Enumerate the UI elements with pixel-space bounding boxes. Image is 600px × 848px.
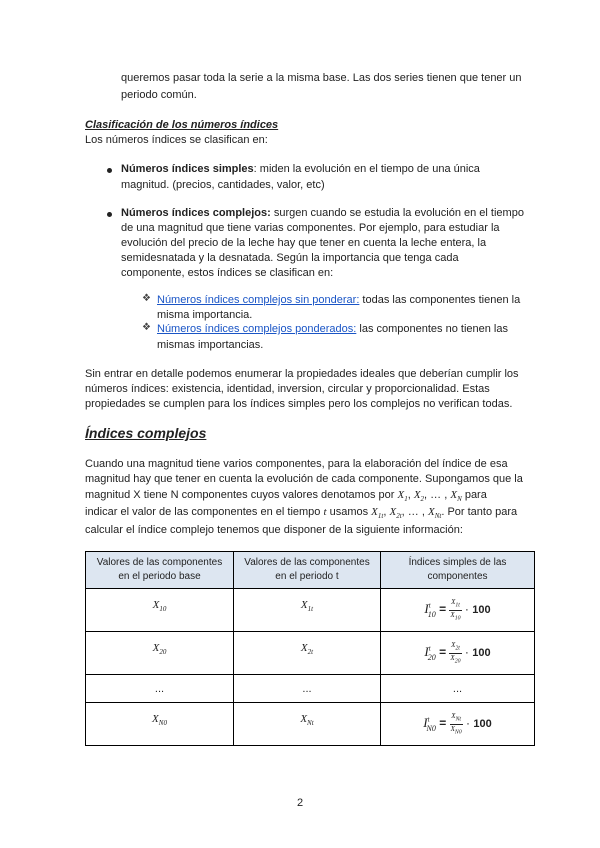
sub-bullet-2-line-1 xyxy=(157,321,508,337)
bullet-complejos-line-3: evolución del precio de la leche hay que tener en cuenta la leche entera, la xyxy=(121,237,487,249)
bullet-complejos-line-2: de una magnitud que tiene varias componentes. Por ejemplo, para estudiar la xyxy=(121,222,500,234)
complejos-para-line-2: magnitud hay que tener en cuenta la evolución de cada componente. Supongamos que la xyxy=(85,473,523,485)
bullet-simples-line-2: magnitud. (precios, cantidades, valor, etc) xyxy=(121,179,325,191)
table-cell: $X_{Nt}$ xyxy=(234,703,381,746)
complejos-rest: surgen cuando se estudia la evolución en el tiempo xyxy=(270,207,524,219)
complejos-para-line-5: calcular el índice complejo tenemos que disponer de la siguiente información: xyxy=(85,524,463,536)
link-ponderados[interactable]: Números índices complejos ponderados: xyxy=(157,323,357,335)
table-cell: ... xyxy=(234,675,381,703)
complejos-para-line-3: magnitud X tiene N componentes cuyos valores denotamos por $X_1$, $X_2$, … , $X_N$ para xyxy=(85,489,487,504)
text-segment: usamos xyxy=(326,506,372,518)
math-x2: $X_2$ xyxy=(413,489,425,504)
table-cell: $I^t_{10}$ = $\frac{X_{1t}}{X_{10}}$ · 100 xyxy=(381,589,535,632)
link-sin-ponderar[interactable]: Números índices complejos sin ponderar: xyxy=(157,294,360,306)
table-cell: ... xyxy=(86,675,234,703)
table-row xyxy=(86,675,535,703)
text-segment: indicar el valor de las componentes en el tiempo xyxy=(85,506,324,518)
complejos-para-line-1: Cuando una magnitud tiene varios componentes, para la elaboración del índice de esa xyxy=(85,458,508,470)
sub2-rest: las componentes no tienen las xyxy=(356,323,508,335)
sub-bullet-1-line-1 xyxy=(157,292,520,308)
propiedades-line-1: Sin entrar en detalle podemos enumerar la propiedades ideales que deberían cumplir los xyxy=(85,368,519,380)
table-cell: $X_{2t}$ xyxy=(234,632,381,675)
table-cell: $I^t_{N0}$ = $\frac{X_{Nt}}{X_{N0}}$ · 100 xyxy=(381,703,535,746)
bullet-complejos-line-4: semidesnatada y la desnatada. Según la importancia que tenga cada xyxy=(121,252,459,264)
table-cell: $I^t_{20}$ = $\frac{X_{2t}}{X_{20}}$ · 100 xyxy=(381,632,535,675)
section-heading-indices-complejos: Índices complejos xyxy=(85,425,207,441)
math-xn: $X_N$ xyxy=(450,489,462,504)
complejos-title: Números índices complejos: xyxy=(121,207,271,219)
bullet-icon xyxy=(107,168,112,173)
table-header-cell: Índices simples de las componentes xyxy=(381,552,535,589)
math-x2t: $X_{2t}$ xyxy=(389,506,402,521)
bullet-simples-line-1 xyxy=(121,161,480,177)
diamond-bullet-icon: ❖ xyxy=(142,293,151,304)
table-row xyxy=(86,632,535,675)
table-row xyxy=(86,589,535,632)
text-segment: . Por tanto para xyxy=(441,506,518,518)
bullet-icon xyxy=(107,212,112,217)
intro-line-1: queremos pasar toda la serie a la misma base. Las dos series tienen que tener un xyxy=(121,72,522,84)
table-header-cell: Valores de las componentes en el periodo base xyxy=(86,552,234,589)
simples-rest: : miden la evolución en el tiempo de una única xyxy=(253,163,480,175)
bullet-complejos-line-5: componente, estos índices se clasifican en: xyxy=(121,267,334,279)
table-cell: ... xyxy=(381,675,535,703)
table-cell: $X_{20}$ xyxy=(86,632,234,675)
table-header-row xyxy=(86,552,535,589)
math-x1: $X_1$ xyxy=(397,489,408,504)
components-table xyxy=(85,551,535,746)
table-cell: $X_{1t}$ xyxy=(234,589,381,632)
simples-title: Números índices simples xyxy=(121,163,254,175)
propiedades-line-3: propiedades se cumplen para los índices simples pero los complejos no verifican todas. xyxy=(85,398,513,410)
intro-line-2: periodo común. xyxy=(121,89,197,101)
sub-bullet-1-line-2: misma importancia. xyxy=(157,309,253,321)
propiedades-line-2: números índices: existencia, identidad, inversion, circular y proporcionalidad. Estas xyxy=(85,383,490,395)
sub-bullet-2-line-2: mismas importancias. xyxy=(157,339,264,351)
diamond-bullet-icon: ❖ xyxy=(142,322,151,333)
clasificacion-intro: Los números índices se clasifican en: xyxy=(85,134,268,146)
section-heading-clasificacion: Clasificación de los números índices xyxy=(85,119,279,131)
table-cell: $X_{10}$ xyxy=(86,589,234,632)
table-header-cell: Valores de las componentes en el periodo t xyxy=(234,552,381,589)
math-x1t: $X_{1t}$ xyxy=(371,506,384,521)
text-segment: magnitud X tiene N componentes cuyos valores denotamos por xyxy=(85,489,398,501)
sub1-rest: todas las componentes tienen la xyxy=(359,294,521,306)
complejos-para-line-4: indicar el valor de las componentes en el tiempo t usamos $X_{1t}$, $X_{2t}$, … , $X_{Nt}$. Por tanto para xyxy=(85,506,518,521)
bullet-complejos-line-1 xyxy=(121,205,524,221)
math-t: t xyxy=(323,506,327,518)
table-cell: $X_{N0}$ xyxy=(86,703,234,746)
page-number: 2 xyxy=(296,797,304,809)
math-xnt: $X_{Nt}$ xyxy=(427,506,442,521)
table-row xyxy=(86,703,535,746)
text-segment: para xyxy=(461,489,487,501)
